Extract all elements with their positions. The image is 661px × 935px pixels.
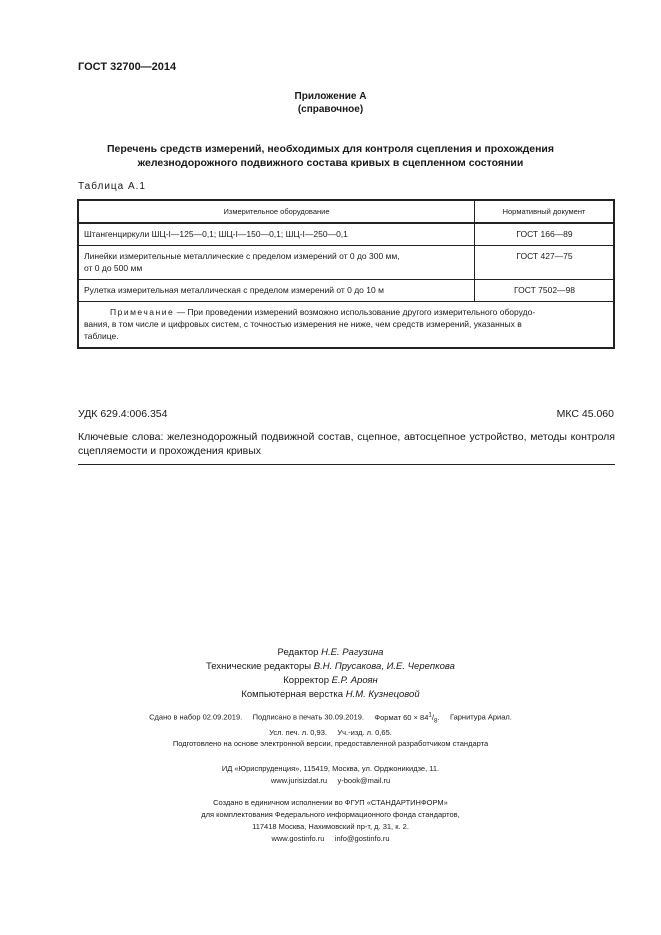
typeface: Гарнитура Ариал. bbox=[449, 712, 512, 722]
creation-line-3: 117418 Москва, Нахимовский пр-т, д. 31, к. 2. bbox=[252, 822, 409, 831]
header-equipment: Измерительное оборудование bbox=[78, 200, 475, 223]
table-row bbox=[78, 280, 614, 302]
publisher-website-link[interactable]: www.jurisizdat.ru bbox=[270, 776, 328, 785]
signed-date: Подписано в печать 30.09.2019. bbox=[252, 712, 364, 722]
section-heading bbox=[100, 142, 561, 170]
equipment-table bbox=[77, 199, 615, 349]
corrector-line bbox=[0, 674, 661, 688]
format-numerator: 1 bbox=[428, 711, 432, 718]
keywords: Ключевые слова: железнодорожный подвижной состав, сцепное, автосцепное устройство, методы контроля сцепляемости и прохождения кривых bbox=[78, 431, 615, 457]
table-row bbox=[78, 246, 614, 280]
cell-document: ГОСТ 166—89 bbox=[475, 223, 615, 246]
table-row bbox=[78, 223, 614, 246]
appendix-subtitle: (справочное) bbox=[297, 104, 364, 115]
creation-line-1: Создано в единичном исполнении во ФГУП «СТАНДАРТИНФОРМ» bbox=[213, 798, 448, 807]
publisher-contacts bbox=[0, 775, 661, 787]
note-line-3: таблице. bbox=[84, 331, 119, 341]
submitted-date: Сдано в набор 02.09.2019. bbox=[149, 712, 243, 722]
format-prefix: Формат 60 × 84 bbox=[374, 712, 429, 722]
cell-document: ГОСТ 427—75 bbox=[475, 246, 615, 280]
printed-sheets: Усл. печ. л. 0,93. bbox=[269, 728, 327, 737]
publisher-info bbox=[0, 763, 661, 787]
cell-equipment: Штангенциркули ШЦ-I—125—0,1; ШЦ-I—150—0,1; ШЦ-I—250—0,1 bbox=[78, 223, 475, 246]
heading-line-1: Перечень средств измерений, необходимых для контроля сцепления и прохождения bbox=[106, 143, 554, 155]
editor-role: Редактор bbox=[277, 647, 319, 658]
table-label: Таблица А.1 bbox=[78, 181, 146, 192]
tech-role: Технические редакторы bbox=[206, 661, 312, 672]
table-note-row bbox=[78, 302, 614, 349]
heading-line-2: железнодорожного подвижного состава кривых в сцепленном состоянии bbox=[137, 157, 524, 169]
format-denominator: 8 bbox=[433, 717, 438, 724]
note-line-2: вания, в том числе и цифровых систем, с точностью измерения не ниже, чем средств измерений, указанных в bbox=[84, 319, 522, 329]
table-header-row bbox=[78, 200, 614, 223]
publisher-sheets: Уч.-изд. л. 0,65. bbox=[337, 728, 392, 737]
cell-equipment bbox=[78, 246, 475, 280]
print-details-line-1 bbox=[0, 709, 661, 727]
divider bbox=[78, 464, 615, 465]
creation-info bbox=[0, 797, 661, 845]
mks-code: МКС 45.060 bbox=[556, 408, 614, 420]
layout-line bbox=[0, 688, 661, 702]
cell-equipment: Рулетка измерительная металлическая с пределом измерений от 0 до 10 м bbox=[78, 280, 475, 302]
corrector-role: Корректор bbox=[283, 675, 329, 686]
header-document: Нормативный документ bbox=[475, 200, 615, 223]
tech-editors-line bbox=[0, 660, 661, 674]
udk-code: УДК 629.4:006.354 bbox=[78, 408, 168, 420]
gostinfo-email-link[interactable]: info@gostinfo.ru bbox=[334, 834, 390, 843]
document-id: ГОСТ 32700—2014 bbox=[78, 61, 177, 73]
note-text-1: — При проведении измерений возможно использование другого измерительного оборудо- bbox=[174, 307, 536, 317]
note-label: Примечание bbox=[110, 307, 175, 317]
cell-equipment-line: от 0 до 500 мм bbox=[84, 263, 143, 273]
cell-equipment-line: Линейки измерительные металлические с пределом измерений от 0 до 300 мм, bbox=[84, 251, 400, 261]
creation-line-2: для комплектования Федерального информационного фонда стандартов, bbox=[201, 810, 460, 819]
cell-document: ГОСТ 7502—98 bbox=[475, 280, 615, 302]
print-details bbox=[0, 709, 661, 739]
publisher-address: ИД «Юриспруденция», 115419, Москва, ул. Орджоникидзе, 11. bbox=[221, 764, 440, 773]
tech-names: В.Н. Прусакова, И.Е. Черепкова bbox=[313, 661, 455, 672]
layout-name: Н.М. Кузнецовой bbox=[345, 689, 420, 700]
corrector-name: Е.Р. Ароян bbox=[331, 675, 378, 686]
creation-contacts bbox=[0, 833, 661, 845]
appendix-title: Приложение А bbox=[294, 91, 367, 102]
table-note bbox=[78, 302, 614, 349]
publisher-email-link[interactable]: y-book@mail.ru bbox=[337, 776, 391, 785]
layout-role: Компьютерная верстка bbox=[241, 689, 344, 700]
editor-name: Н.Е. Рагузина bbox=[321, 647, 384, 658]
editors-block bbox=[0, 646, 661, 702]
note-line-1 bbox=[84, 306, 609, 318]
editor-line bbox=[0, 646, 661, 660]
gostinfo-website-link[interactable]: www.gostinfo.ru bbox=[271, 834, 325, 843]
prepared-note: Подготовлено на основе электронной версии, предоставленной разработчиком стандарта bbox=[172, 739, 489, 748]
paper-format: Формат $60 \times 84^1/_8$. bbox=[374, 711, 440, 724]
